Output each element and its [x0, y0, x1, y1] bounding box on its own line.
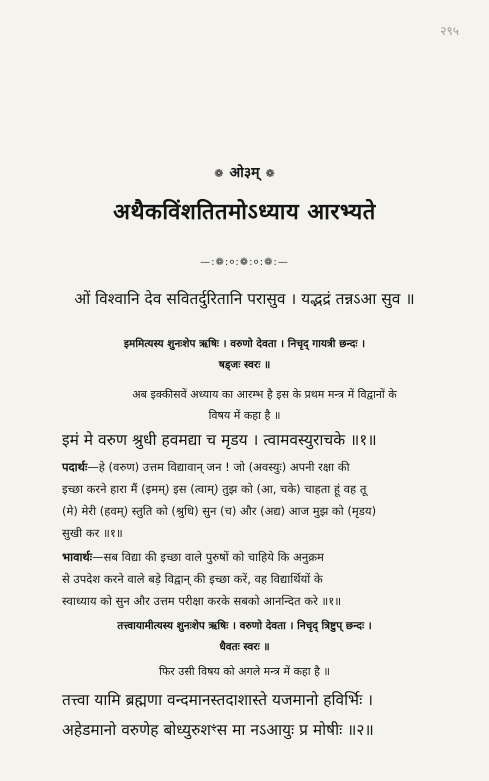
bhavartha-paragraph [62, 547, 455, 569]
flower-ornament-icon: ❁ [265, 167, 275, 180]
rishi-line: इममित्यस्य शुनःशेप ऋषिः । वरुणो देवता । निचृद् गायत्री छन्दः । [123, 338, 366, 350]
mantra-2-line: तत्त्वा यामि ब्रह्मणा वन्दमानस्तदाशास्ते यजमानो हविर्भिः । [62, 691, 374, 709]
bhavartha-label: भावार्थः [62, 550, 93, 564]
bhavartha-line: भावार्थः—सब विद्या की इच्छा वाले पुरुषों को चाहिये कि अनुक्रम [62, 550, 324, 564]
padartha-line: इच्छा करने हारा मैं (इमम्) इस (त्वाम्) तुझ को (आ, चके) चाहता हूं वह तू [62, 482, 367, 496]
page-number: २९५ [440, 24, 459, 38]
padartha-line: सुखी कर ॥१॥ [62, 526, 123, 540]
intro-line: विषय में कहा है ॥ [208, 409, 281, 422]
padartha-paragraph [62, 457, 455, 479]
svara-line: षड्जः स्वरः ॥ [218, 359, 271, 371]
mantra-1: इमं मे वरुण श्रुधी हवमद्या च मृडय । त्वामवस्युराचके ॥१॥ [62, 431, 377, 449]
padartha-line: पदार्थः—हे (वरुण) उत्तम विद्यावान् जन ! जो (अवस्युः) अपनी रक्षा की [62, 460, 350, 474]
padartha-line: (मे) मेरी (हवम्) स्तुति को (श्रुधि) सुन (च) और (अद्य) आज मुझ को (मृडय) [62, 504, 377, 518]
rishi-line: तत्त्वायामीत्यस्य शुनःशेप ऋषिः । वरुणो देवता । निचृद् त्रिष्टुप् छन्दः । [117, 620, 372, 632]
mantra-opening: ओं विश्वानि देव सवितर्दुरितानि परासुव । यद्भद्रं तन्नऽआ सुव ॥ [74, 290, 415, 308]
chapter-heading: अथैकविंशतितमोऽध्याय आरभ्यते [113, 200, 376, 225]
mantra-2-line: अहेडमानो वरुणेह बोध्युरुशꣳस मा नऽआयुः प्र मोषीः ॥२॥ [62, 721, 374, 739]
bhavartha-line: स्वाध्याय को सुन और उत्तम परीक्षा करके सबको आनन्दित करे ॥१॥ [62, 594, 342, 608]
intro-line: फिर उसी विषय को अगले मन्त्र में कहा है ॥ [158, 665, 331, 678]
padartha-label: पदार्थः [62, 460, 88, 474]
ornamental-divider: —:❁:०:❁:०:❁:— [200, 257, 289, 268]
flower-ornament-icon: ❁ [214, 167, 224, 180]
intro-line: अब इक्कीसवें अध्याय का आरम्भ है इस के प्रथम मन्त्र में विद्वानों के [132, 388, 397, 401]
om-text: ओ३म् [229, 165, 260, 181]
bhavartha-line: से उपदेश करने वाले बड़े विद्वान् की इच्छा करें, वह विद्यार्थियों के [62, 572, 323, 586]
svara-line: धैवतः स्वरः ॥ [219, 641, 270, 653]
om-line [0, 163, 489, 182]
